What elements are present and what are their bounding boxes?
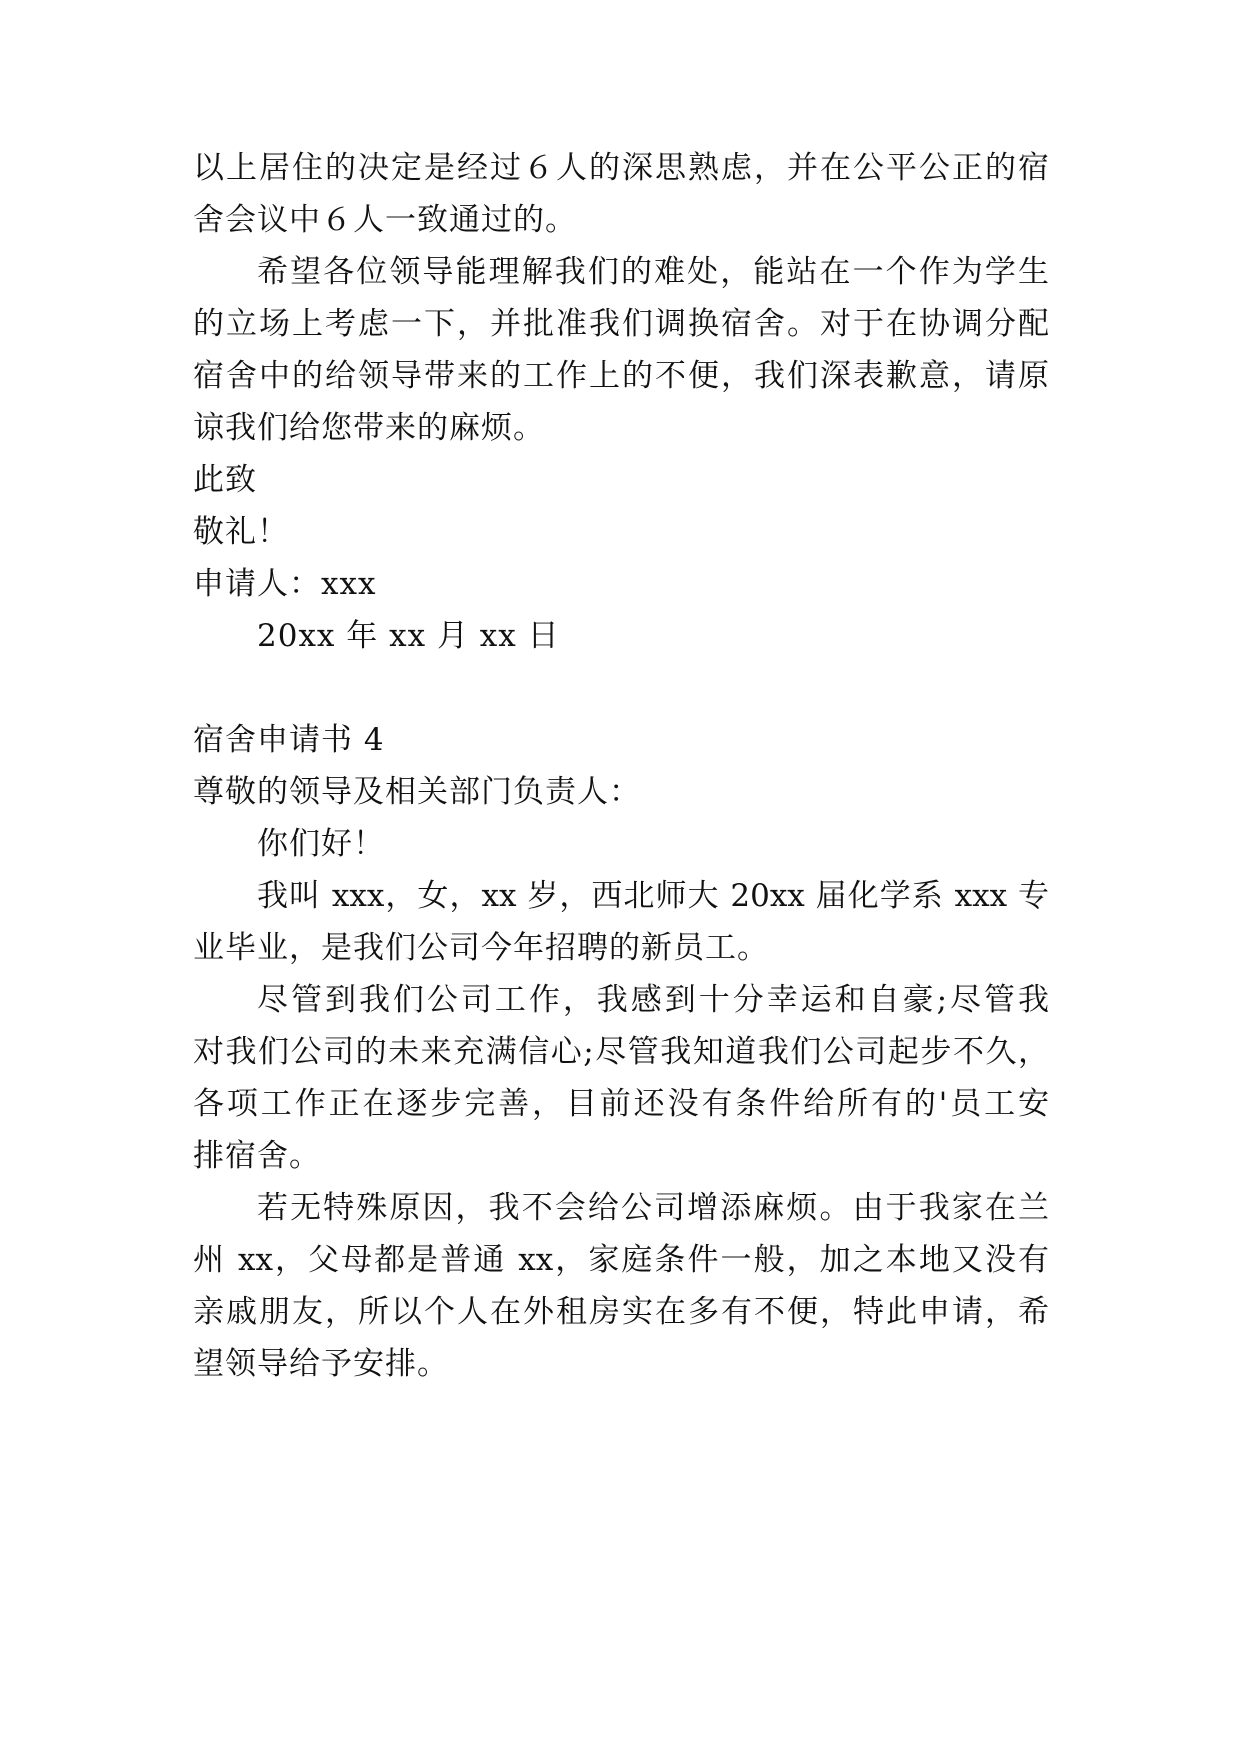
text-line: 的立场上考虑一下，并批准我们调换宿舍。对于在协调分配 <box>193 306 1049 342</box>
text-line: 各项工作正在逐步完善，目前还没有条件给所有的'员工安 <box>193 1086 1049 1122</box>
text-line: 若无特殊原因，我不会给公司增添麻烦。由于我家在兰 <box>257 1190 1049 1226</box>
text-line: 以上居住的决定是经过６人的深思熟虑，并在公平公正的宿 <box>193 150 1049 186</box>
text-line: 希望各位领导能理解我们的难处，能站在一个作为学生 <box>257 254 1049 290</box>
text-line: 望领导给予安排。 <box>193 1346 449 1382</box>
date-line: 20xx 年 xx 月 xx 日 <box>257 618 560 654</box>
text-line: 对我们公司的未来充满信心;尽管我知道我们公司起步不久， <box>193 1034 1049 1070</box>
greeting-line: 你们好！ <box>257 826 385 862</box>
text-line: 谅我们给您带来的麻烦。 <box>193 410 545 446</box>
applicant-line: 申请人：xxx <box>193 566 377 602</box>
text-line: 亲戚朋友，所以个人在外租房实在多有不便，特此申请，希 <box>193 1294 1049 1330</box>
closing-line: 此致 <box>193 462 257 498</box>
section-title: 宿舍申请书 4 <box>193 722 385 758</box>
salutation-line: 敬礼！ <box>193 514 289 550</box>
text-line: 宿舍中的给领导带来的工作上的不便，我们深表歉意，请原 <box>193 358 1049 394</box>
text-line: 州 xx，父母都是普通 xx，家庭条件一般，加之本地又没有 <box>193 1242 1049 1278</box>
text-line: 我叫 xxx，女，xx 岁，西北师大 20xx 届化学系 xxx 专 <box>257 878 1049 914</box>
text-line: 排宿舍。 <box>193 1138 321 1174</box>
text-line: 尽管到我们公司工作，我感到十分幸运和自豪;尽管我 <box>257 982 1049 1018</box>
recipient-line: 尊敬的领导及相关部门负责人： <box>193 774 641 810</box>
text-line: 舍会议中６人一致通过的。 <box>193 202 577 238</box>
text-line: 业毕业，是我们公司今年招聘的新员工。 <box>193 930 769 966</box>
